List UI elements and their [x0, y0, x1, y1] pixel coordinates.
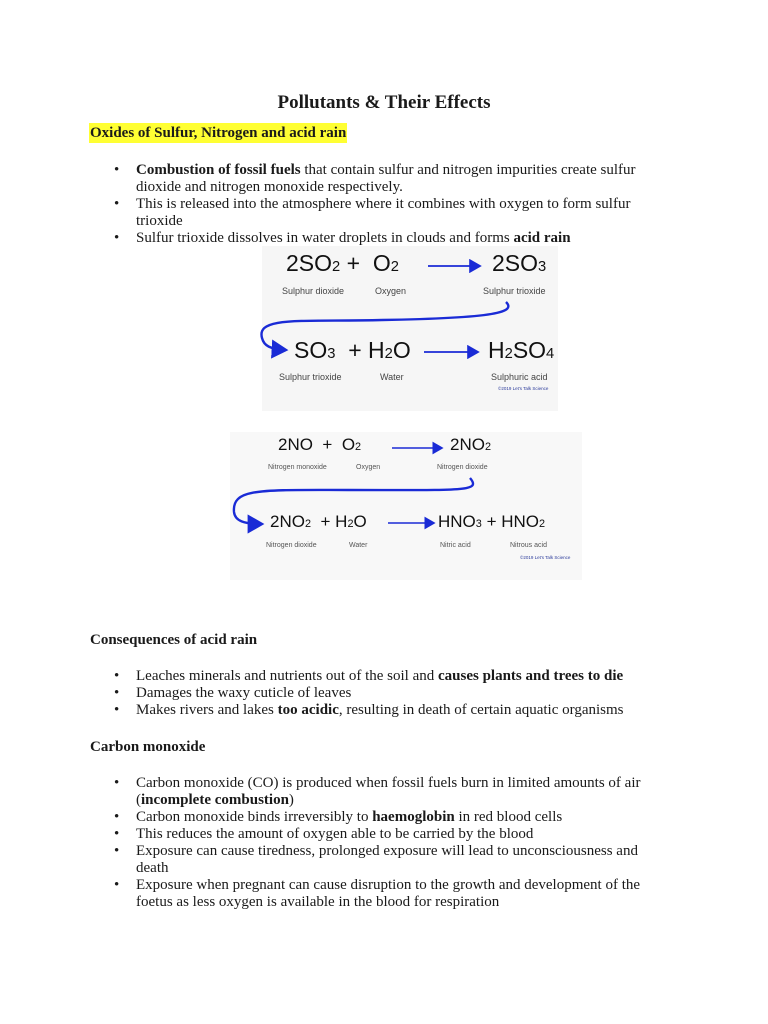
list-item: • Damages the waxy cuticle of leaves	[112, 685, 672, 702]
label-nitrogen-dioxide: Nitrogen dioxide	[437, 464, 488, 471]
label-sulphur-trioxide-2: Sulphur trioxide	[279, 372, 342, 382]
oxides-bullet-list	[112, 162, 672, 247]
list-item: • Makes rivers and lakes too acidic, resulting in death of certain aquatic organisms	[112, 702, 672, 719]
consequences-bullet-list	[112, 668, 672, 719]
section-heading-consequences: Consequences of acid rain	[90, 632, 258, 648]
list-item: • Exposure when pregnant can cause disruption to the growth and development of the foetus as less oxygen is available in the blood for respiration	[112, 877, 672, 911]
equation-nitrogen-monoxide-plus-oxygen: $2NO + O_2$	[278, 435, 362, 454]
label-nitrous-acid: Nitrous acid	[510, 542, 547, 549]
nitrogen-reaction-diagram	[230, 432, 582, 580]
section-heading-carbon-monoxide: Carbon monoxide	[90, 739, 206, 755]
page-title: Pollutants & Their Effects	[277, 92, 491, 113]
list-item: • Exposure can cause tiredness, prolonged exposure will lead to unconsciousness and death	[112, 843, 672, 877]
label-sulphuric-acid: Sulphuric acid	[491, 372, 548, 382]
label-water-2: Water	[349, 542, 368, 549]
list-item: • Carbon monoxide (CO) is produced when fossil fuels burn in limited amounts of air (incomplete combustion)	[112, 775, 672, 809]
products-nitric-nitrous-acid: $HNO_3 + HNO_2$	[438, 512, 546, 531]
product-sulphuric-acid: $H_2SO_4$	[488, 337, 555, 363]
section-heading-oxides: Oxides of Sulfur, Nitrogen and acid rain	[90, 125, 347, 141]
equation-sulfur-trioxide-plus-water: $SO_3 + H_2O$	[294, 337, 411, 363]
label-nitrogen-dioxide-2: Nitrogen dioxide	[266, 542, 317, 549]
label-nitrogen-monoxide: Nitrogen monoxide	[268, 464, 327, 471]
product-nitrogen-dioxide: $2NO_2$	[450, 435, 492, 454]
carbon-monoxide-bullet-list	[112, 775, 672, 911]
equation-sulfur-dioxide-plus-oxygen: $2SO_2 + O_2$	[286, 250, 399, 276]
label-sulphur-dioxide: Sulphur dioxide	[282, 286, 345, 296]
list-item: • Combustion of fossil fuels that contain sulfur and nitrogen impurities create sulfur dioxide and nitrogen monoxide respectively.	[112, 162, 672, 196]
product-sulfur-trioxide: $2SO_3$	[492, 250, 547, 276]
credit-text-2: ©2019 Let's Talk Science	[520, 555, 571, 560]
credit-text: ©2019 Let's Talk Science	[498, 386, 549, 391]
list-item: • Leaches minerals and nutrients out of the soil and causes plants and trees to die	[112, 668, 672, 685]
label-sulphur-trioxide: Sulphur trioxide	[483, 286, 546, 296]
label-water: Water	[380, 372, 404, 382]
list-item: • Carbon monoxide binds irreversibly to haemoglobin in red blood cells	[112, 809, 672, 826]
list-item: • Sulfur trioxide dissolves in water droplets in clouds and forms acid rain	[112, 230, 672, 247]
list-item: • This is released into the atmosphere where it combines with oxygen to form sulfur trioxide	[112, 196, 672, 230]
sulfur-reaction-diagram	[262, 246, 558, 411]
label-oxygen-2: Oxygen	[356, 464, 381, 471]
list-item: • This reduces the amount of oxygen able to be carried by the blood	[112, 826, 672, 843]
equation-nitrogen-dioxide-plus-water: $2NO_2 + H_2O$	[270, 512, 367, 531]
label-nitric-acid: Nitric acid	[440, 542, 471, 549]
label-oxygen: Oxygen	[375, 286, 407, 296]
